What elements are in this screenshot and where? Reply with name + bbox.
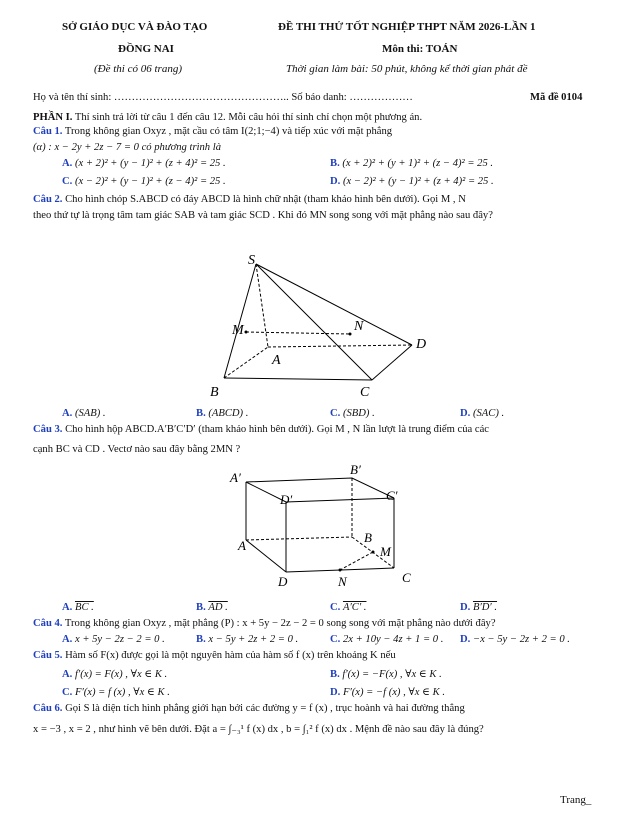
exam-duration: Thời gian làm bài: 50 phút, không kể thời gian phát đề — [286, 63, 528, 75]
vertex-label-c: C — [360, 385, 370, 400]
header-department: SỞ GIÁO DỤC VÀ ĐÀO TẠO — [62, 21, 208, 33]
q5-option-c-text: F′(x) = f (x) , ∀x ∈ K . — [74, 687, 170, 698]
question-4-text: Trong không gian Oxyz , mặt phẳng (P) : x + 5y − 2z − 2 = 0 song song với mặt phẳng nào dưới đây? — [64, 618, 496, 629]
part1-title: PHẦN I. — [33, 112, 73, 123]
q5-option-a[interactable] — [62, 668, 167, 680]
question-5-text: Hàm số F(x) được gọi là một nguyên hàm của hàm số f (x) trên khoảng K nếu — [65, 650, 396, 661]
q4-option-c-label: C. — [330, 634, 341, 645]
q1-option-d-text: (x − 2)² + (y − 1)² + (z + 4)² = 25 . — [342, 176, 494, 187]
q4-option-a-label: A. — [62, 634, 73, 645]
question-2-label: Câu 2. — [33, 194, 63, 205]
q2-option-d-label: D. — [460, 408, 471, 419]
question-3-text-line2: cạnh BC và CD . Vectơ nào sau đây bằng 2MN ? — [33, 444, 241, 455]
q1-option-a-label: A. — [62, 158, 73, 169]
q2-option-c-label: C. — [330, 408, 341, 419]
q3-option-b-text: AD . — [208, 602, 228, 613]
q5-option-a-text: f′(x) = F(x) , ∀x ∈ K . — [74, 669, 168, 680]
q4-option-b-label: B. — [196, 634, 206, 645]
point-label-n: N — [338, 574, 347, 589]
question-1-text: Trong không gian Oxyz , mặt cầu có tâm I(2;1;−4) và tiếp xúc với mặt phẳng — [64, 126, 393, 137]
q1-option-c[interactable] — [62, 176, 226, 187]
pyramid-figure — [190, 250, 450, 400]
q2-option-b-text: (ABCD) . — [208, 408, 249, 419]
q2-option-c[interactable] — [330, 408, 375, 419]
question-1-text-line2: (α) : x − 2y + 2z − 7 = 0 có phương trình là — [33, 142, 221, 153]
vertex-label-b: B — [210, 385, 219, 400]
q5-option-b-text: f′(x) = −F(x) , ∀x ∈ K . — [342, 669, 442, 680]
q2-option-a-label: A. — [62, 408, 73, 419]
q5-option-b[interactable] — [330, 668, 442, 680]
vertex-label-s: S — [248, 253, 255, 268]
q5-option-d[interactable] — [330, 686, 445, 698]
question-1-label: Câu 1. — [33, 126, 63, 137]
q4-option-a[interactable] — [62, 634, 165, 645]
question-4-stem — [33, 618, 496, 629]
question-2-text-line2: theo thứ tự là trọng tâm tam giác SAB và tam giác SCD . Khi đó MN song song với mặt phẳng nào sau đây? — [33, 210, 493, 221]
q3-option-d-label: D. — [460, 602, 471, 613]
q2-option-d-text: (SAC) . — [472, 408, 505, 419]
q5-option-a-label: A. — [62, 669, 73, 680]
q3-option-b-label: B. — [196, 602, 206, 613]
vertex-label-a: A — [272, 353, 281, 368]
vertex-label-b-prime: B′ — [350, 462, 361, 477]
vertex-label-c-prime: C′ — [386, 488, 398, 503]
q2-option-b-label: B. — [196, 408, 206, 419]
q4-option-a-text: x + 5y − 2z − 2 = 0 . — [74, 634, 165, 645]
question-6-label: Câu 6. — [33, 703, 63, 714]
q4-option-b-text: x − 5y + 2z + 2 = 0 . — [208, 634, 299, 645]
q2-option-a[interactable] — [62, 408, 106, 419]
question-6-text-line2: x = −3 , x = 2 , như hình vẽ bên dưới. Đặt a = ∫₋₃¹ f (x) dx , b = ∫₁² f (x) dx . Mệnh đề nào sau đây là đúng? — [33, 724, 484, 735]
q2-option-a-text: (SAB) . — [74, 408, 106, 419]
exam-code: Mã đề 0104 — [530, 92, 583, 103]
point-label-n: N — [354, 319, 364, 334]
q1-option-a-text: (x + 2)² + (y − 1)² + (z + 4)² = 25 . — [74, 158, 226, 169]
question-3-stem — [33, 424, 489, 435]
vertex-label-d: D — [416, 337, 427, 352]
question-3-label: Câu 3. — [33, 424, 63, 435]
vertex-label-d: D — [278, 574, 288, 589]
vertex-label-a: A — [238, 538, 246, 553]
page-number: Trang_ — [560, 794, 592, 806]
exam-title: ĐỀ THI THỬ TỐT NGHIỆP THPT NĂM 2026-LẦN 1 — [278, 21, 536, 33]
vertex-label-d-prime: D′ — [280, 492, 293, 507]
question-6-stem — [33, 703, 465, 714]
q4-option-c-text: 2x + 10y − 4z + 1 = 0 . — [342, 634, 444, 645]
header-page-count: (Đề thi có 06 trang) — [94, 63, 182, 75]
q4-option-c[interactable] — [330, 634, 443, 645]
box-figure — [222, 460, 432, 595]
point-label-m: M — [380, 544, 391, 559]
q1-option-b-label: B. — [330, 158, 340, 169]
q5-option-c[interactable] — [62, 686, 170, 698]
q3-option-c-text: A′C′ . — [342, 602, 367, 613]
q3-option-c-label: C. — [330, 602, 341, 613]
q3-option-b[interactable] — [196, 602, 228, 613]
part1-description: Thí sinh trả lời từ câu 1 đến câu 12. Mỗi câu hỏi thí sinh chỉ chọn một phương án. — [74, 112, 423, 123]
q3-option-a[interactable] — [62, 602, 94, 613]
q1-option-b[interactable] — [330, 158, 493, 169]
question-4-label: Câu 4. — [33, 618, 63, 629]
q4-option-b[interactable] — [196, 634, 298, 645]
question-2-text: Cho hình chóp S.ABCD có đáy ABCD là hình chữ nhật (tham khảo hình bên dưới). Gọi M , N — [65, 194, 466, 205]
question-3-text: Cho hình hộp ABCD.A′B′C′D′ (tham khảo hình bên dưới). Gọi M , N lần lượt là trung điểm của các — [65, 424, 489, 435]
q1-option-c-label: C. — [62, 176, 73, 187]
question-1-stem — [33, 126, 392, 137]
question-6-text: Gọi S là diện tích hình phẳng giới hạn bởi các đường y = f (x) , trục hoành và hai đường thẳng — [65, 703, 465, 714]
q2-option-b[interactable] — [196, 408, 248, 419]
question-5-label: Câu 5. — [33, 650, 63, 661]
point-label-m: M — [232, 323, 244, 338]
vertex-label-b: B — [364, 530, 372, 545]
q4-option-d-label: D. — [460, 634, 471, 645]
q3-option-a-text: BC . — [74, 602, 94, 613]
q1-option-d-label: D. — [330, 176, 341, 187]
q2-option-c-text: (SBD) . — [342, 408, 375, 419]
q3-option-a-label: A. — [62, 602, 73, 613]
q1-option-a[interactable] — [62, 158, 226, 169]
question-2-stem — [33, 194, 466, 205]
q5-option-b-label: B. — [330, 669, 340, 680]
q3-option-c[interactable] — [330, 602, 366, 613]
q3-option-d[interactable] — [460, 602, 497, 613]
q5-option-d-label: D. — [330, 687, 341, 698]
q4-option-d-text: −x − 5y − 2z + 2 = 0 . — [472, 634, 570, 645]
q1-option-c-text: (x − 2)² + (y − 1)² + (z − 4)² = 25 . — [74, 176, 226, 187]
part1-heading — [33, 112, 422, 123]
q1-option-b-text: (x + 2)² + (y + 1)² + (z − 4)² = 25 . — [342, 158, 494, 169]
header-province: ĐỒNG NAI — [118, 43, 174, 55]
q1-option-d[interactable] — [330, 176, 494, 187]
candidate-info-line: Họ và tên thí sinh: ………………………………………….. Số báo danh: ……………… — [33, 92, 413, 103]
q2-option-d[interactable] — [460, 408, 504, 419]
q5-option-c-label: C. — [62, 687, 73, 698]
q3-option-d-text: B′D′ . — [472, 602, 498, 613]
vertex-label-c: C — [402, 570, 411, 585]
vertex-label-a-prime: A′ — [230, 470, 241, 485]
q4-option-d[interactable] — [460, 634, 570, 645]
question-5-stem — [33, 650, 396, 661]
q5-option-d-text: F′(x) = −f (x) , ∀x ∈ K . — [342, 687, 446, 698]
exam-subject: Môn thi: TOÁN — [382, 43, 458, 55]
